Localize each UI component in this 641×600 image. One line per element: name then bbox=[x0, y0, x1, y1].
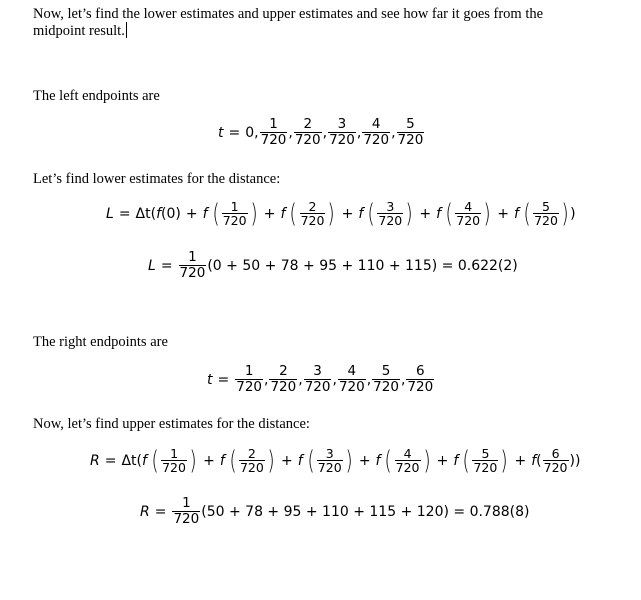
intro-paragraph-line2[interactable] bbox=[33, 22, 127, 41]
fraction-1-720: $\frac{1}{720}$ bbox=[260, 116, 287, 148]
intro-line-1: Now, let’s find the lower estimates and upper estimates and see how far it goes from the bbox=[33, 6, 544, 22]
lower-estimates-heading bbox=[33, 170, 280, 189]
upper-estimate-formula: R = Δt ( f ( $\frac{1}{720}$ ) + f ( $\frac{2}{720}$ ) + f ( $\frac{3}{720}$ ) + f ( $\frac{4}{720}$ ) + f ( $\frac{5}{720}$ ) + f ( $\frac{6}{720}$ )) bbox=[90, 445, 581, 476]
right-endpoints-text: The right endpoints are bbox=[33, 334, 168, 350]
lower-estimates-text: Let’s find lower estimates for the distance: bbox=[33, 171, 281, 187]
fraction-5-720: $\frac{5}{720}$ bbox=[397, 116, 424, 148]
t-var: t bbox=[218, 124, 224, 141]
L-var: L bbox=[106, 205, 114, 222]
lower-sum: (0 + 50 + 78 + 95 + 110 + 115) = 0.622(2) bbox=[207, 257, 518, 274]
left-endpoints-heading bbox=[33, 87, 160, 106]
upper-sum: (50 + 78 + 95 + 110 + 115 + 120) = 0.788(8) bbox=[201, 503, 530, 520]
delta-t: Δt bbox=[135, 205, 151, 222]
zero-value: 0 bbox=[245, 124, 255, 141]
right-endpoints-heading bbox=[33, 333, 168, 352]
fraction-2-720: $\frac{2}{720}$ bbox=[294, 116, 321, 148]
fraction-1-720: $\frac{1}{720}$ bbox=[179, 249, 206, 281]
left-endpoints-equation: t = 0 , $\frac{1}{720}$ , $\frac{2}{720}$ , $\frac{3}{720}$ , $\frac{4}{720}$ , $\frac{5}{720}$ bbox=[218, 116, 424, 148]
right-endpoints-equation: t = $\frac{1}{720}$ , $\frac{2}{720}$ , $\frac{3}{720}$ , $\frac{4}{720}$ , $\frac{5}{720}$ , $\frac{6}{720}$ bbox=[207, 363, 434, 395]
upper-estimate-result: R = $\frac{1}{720}$ (50 + 78 + 95 + 110 + 115 + 120) = 0.788(8) bbox=[140, 495, 530, 527]
lower-estimate-result: L = $\frac{1}{720}$ (0 + 50 + 78 + 95 + 110 + 115) = 0.622(2) bbox=[148, 249, 518, 281]
fraction-3-720: $\frac{3}{720}$ bbox=[329, 116, 355, 148]
fraction-4-720: $\frac{4}{720}$ bbox=[363, 116, 390, 148]
text-cursor bbox=[126, 22, 128, 38]
upper-estimates-text: Now, let’s find upper estimates for the distance: bbox=[33, 416, 310, 432]
intro-line-2: midpoint result. bbox=[33, 23, 125, 39]
left-endpoints-text: The left endpoints are bbox=[33, 88, 160, 104]
upper-estimates-heading bbox=[33, 415, 310, 434]
lower-estimate-formula: L = Δt ( f ( 0 ) + f ( $\frac{1}{720}$ ) + f ( $\frac{2}{720}$ ) + f ( $\frac{3}{720}$ ) + f ( $\frac{4}{720}$ ) + f ( $\frac{5}{720}$ ) ) bbox=[106, 198, 576, 229]
